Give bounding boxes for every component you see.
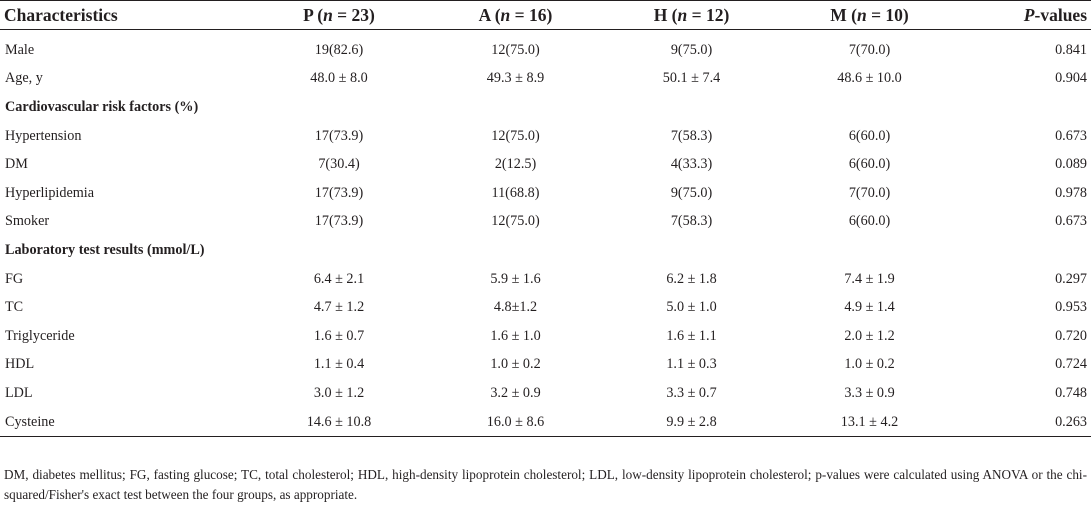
value-cell: 17(73.9) xyxy=(314,213,364,230)
header-p-values: P-values xyxy=(959,1,1091,30)
value-cell: 7(58.3) xyxy=(670,127,713,144)
p-value-cell: 0.089 xyxy=(1055,156,1087,173)
row-label: HDL xyxy=(5,356,35,373)
table-body xyxy=(0,30,1091,437)
value-cell: 7(58.3) xyxy=(670,213,713,230)
value-cell: 5.9 ± 1.6 xyxy=(490,270,541,287)
value-cell: 4.9 ± 1.4 xyxy=(844,299,895,316)
value-cell: 1.6 ± 1.0 xyxy=(490,327,541,344)
p-value-cell: 0.724 xyxy=(1055,356,1087,373)
value-cell: 2.0 ± 1.2 xyxy=(844,327,895,344)
table-row xyxy=(0,36,1091,65)
value-cell: 1.1 ± 0.4 xyxy=(313,356,365,373)
p-value-cell: 0.297 xyxy=(1055,270,1087,287)
value-cell: 17(73.9) xyxy=(314,127,364,144)
value-cell: 48.0 ± 8.0 xyxy=(310,70,368,87)
row-label: Age, y xyxy=(5,70,43,87)
header-group-m: M (n = 10) xyxy=(779,1,959,30)
table-row xyxy=(0,265,1091,294)
value-cell: 12(75.0) xyxy=(491,41,540,58)
p-value-cell: 0.263 xyxy=(959,408,1091,437)
p-value-cell: 0.904 xyxy=(1055,70,1087,87)
row-label: DM xyxy=(5,156,28,173)
value-cell: 1.0 ± 0.2 xyxy=(844,356,895,373)
p-value-cell: 0.978 xyxy=(1055,184,1087,201)
value-cell: 12(75.0) xyxy=(491,127,540,144)
value-cell: 11(68.8) xyxy=(491,184,540,201)
row-label: Cysteine xyxy=(0,408,250,437)
header-group-p: P (n = 23) xyxy=(250,1,427,30)
row-label: Smoker xyxy=(5,213,50,230)
value-cell: 1.6 ± 1.1 xyxy=(666,327,717,344)
table-row xyxy=(0,408,1091,437)
value-cell: 12(75.0) xyxy=(491,213,540,230)
table-row xyxy=(0,293,1091,322)
header-group-h: H (n = 12) xyxy=(603,1,779,30)
row-label: Hyperlipidemia xyxy=(5,184,95,201)
row-label: Male xyxy=(5,41,35,58)
header-row xyxy=(0,1,1091,30)
p-value-cell: 0.673 xyxy=(1055,127,1087,144)
p-value-cell: 0.720 xyxy=(1055,327,1087,344)
table-row xyxy=(0,208,1091,237)
value-cell: 1.6 ± 0.7 xyxy=(313,327,365,344)
section-row xyxy=(0,93,1091,122)
table-row xyxy=(0,351,1091,380)
value-cell: 3.3 ± 0.9 xyxy=(844,384,895,401)
section-label: Cardiovascular risk factors (%) xyxy=(5,98,199,115)
row-label: LDL xyxy=(5,384,33,401)
value-cell: 4.8±1.2 xyxy=(493,299,538,316)
value-cell: 7(30.4) xyxy=(318,156,360,173)
section-label: Laboratory test results (mmol/L) xyxy=(5,241,205,258)
value-cell: 6(60.0) xyxy=(848,127,891,144)
table-row xyxy=(0,65,1091,94)
section-row xyxy=(0,236,1091,265)
table-row xyxy=(0,122,1091,151)
value-cell: 6.4 ± 2.1 xyxy=(313,270,365,287)
value-cell: 2(12.5) xyxy=(494,156,537,173)
header-characteristics: Characteristics xyxy=(0,1,250,30)
value-cell: 16.0 ± 8.6 xyxy=(427,408,603,437)
row-label: Hypertension xyxy=(5,127,82,144)
p-value-cell: 0.748 xyxy=(1055,384,1087,401)
value-cell: 6(60.0) xyxy=(848,213,891,230)
value-cell: 19(82.6) xyxy=(314,41,364,58)
value-cell: 3.2 ± 0.9 xyxy=(490,384,541,401)
row-label: Triglyceride xyxy=(5,327,75,344)
value-cell: 49.3 ± 8.9 xyxy=(486,70,545,87)
row-label: FG xyxy=(5,270,24,287)
value-cell: 4(33.3) xyxy=(670,156,713,173)
value-cell: 9.9 ± 2.8 xyxy=(603,408,779,437)
value-cell: 13.1 ± 4.2 xyxy=(779,408,959,437)
p-value-cell: 0.841 xyxy=(1055,41,1087,58)
header-group-a: A (n = 16) xyxy=(427,1,603,30)
table-row xyxy=(0,322,1091,351)
table-row xyxy=(0,379,1091,408)
p-value-cell: 0.673 xyxy=(1055,213,1087,230)
row-label: TC xyxy=(5,299,24,316)
table-row xyxy=(0,150,1091,179)
value-cell: 9(75.0) xyxy=(670,41,713,58)
value-cell: 3.0 ± 1.2 xyxy=(313,384,365,401)
value-cell: 3.3 ± 0.7 xyxy=(666,384,717,401)
value-cell: 1.1 ± 0.3 xyxy=(666,356,717,373)
value-cell: 4.7 ± 1.2 xyxy=(313,299,365,316)
value-cell: 48.6 ± 10.0 xyxy=(837,70,902,87)
table-row xyxy=(0,179,1091,208)
value-cell: 1.0 ± 0.2 xyxy=(490,356,541,373)
value-cell: 50.1 ± 7.4 xyxy=(662,70,721,87)
value-cell: 6.2 ± 1.8 xyxy=(666,270,717,287)
value-cell: 7.4 ± 1.9 xyxy=(844,270,895,287)
table-footnote: DM, diabetes mellitus; FG, fasting glucose; TC, total cholesterol; HDL, high-density lipoprotein cholesterol; LDL, low-density lipoprotein cholesterol; p-values were calculated using ANOVA or the chi-squared/Fisher's exact test between the four groups, as appropriate. xyxy=(4,467,1087,502)
value-cell: 5.0 ± 1.0 xyxy=(666,299,717,316)
value-cell: 14.6 ± 10.8 xyxy=(250,408,427,437)
p-value-cell: 0.953 xyxy=(1055,299,1087,316)
value-cell: 6(60.0) xyxy=(848,156,891,173)
value-cell: 7(70.0) xyxy=(848,184,891,201)
value-cell: 7(70.0) xyxy=(848,41,891,58)
value-cell: 17(73.9) xyxy=(314,184,364,201)
value-cell: 9(75.0) xyxy=(670,184,713,201)
